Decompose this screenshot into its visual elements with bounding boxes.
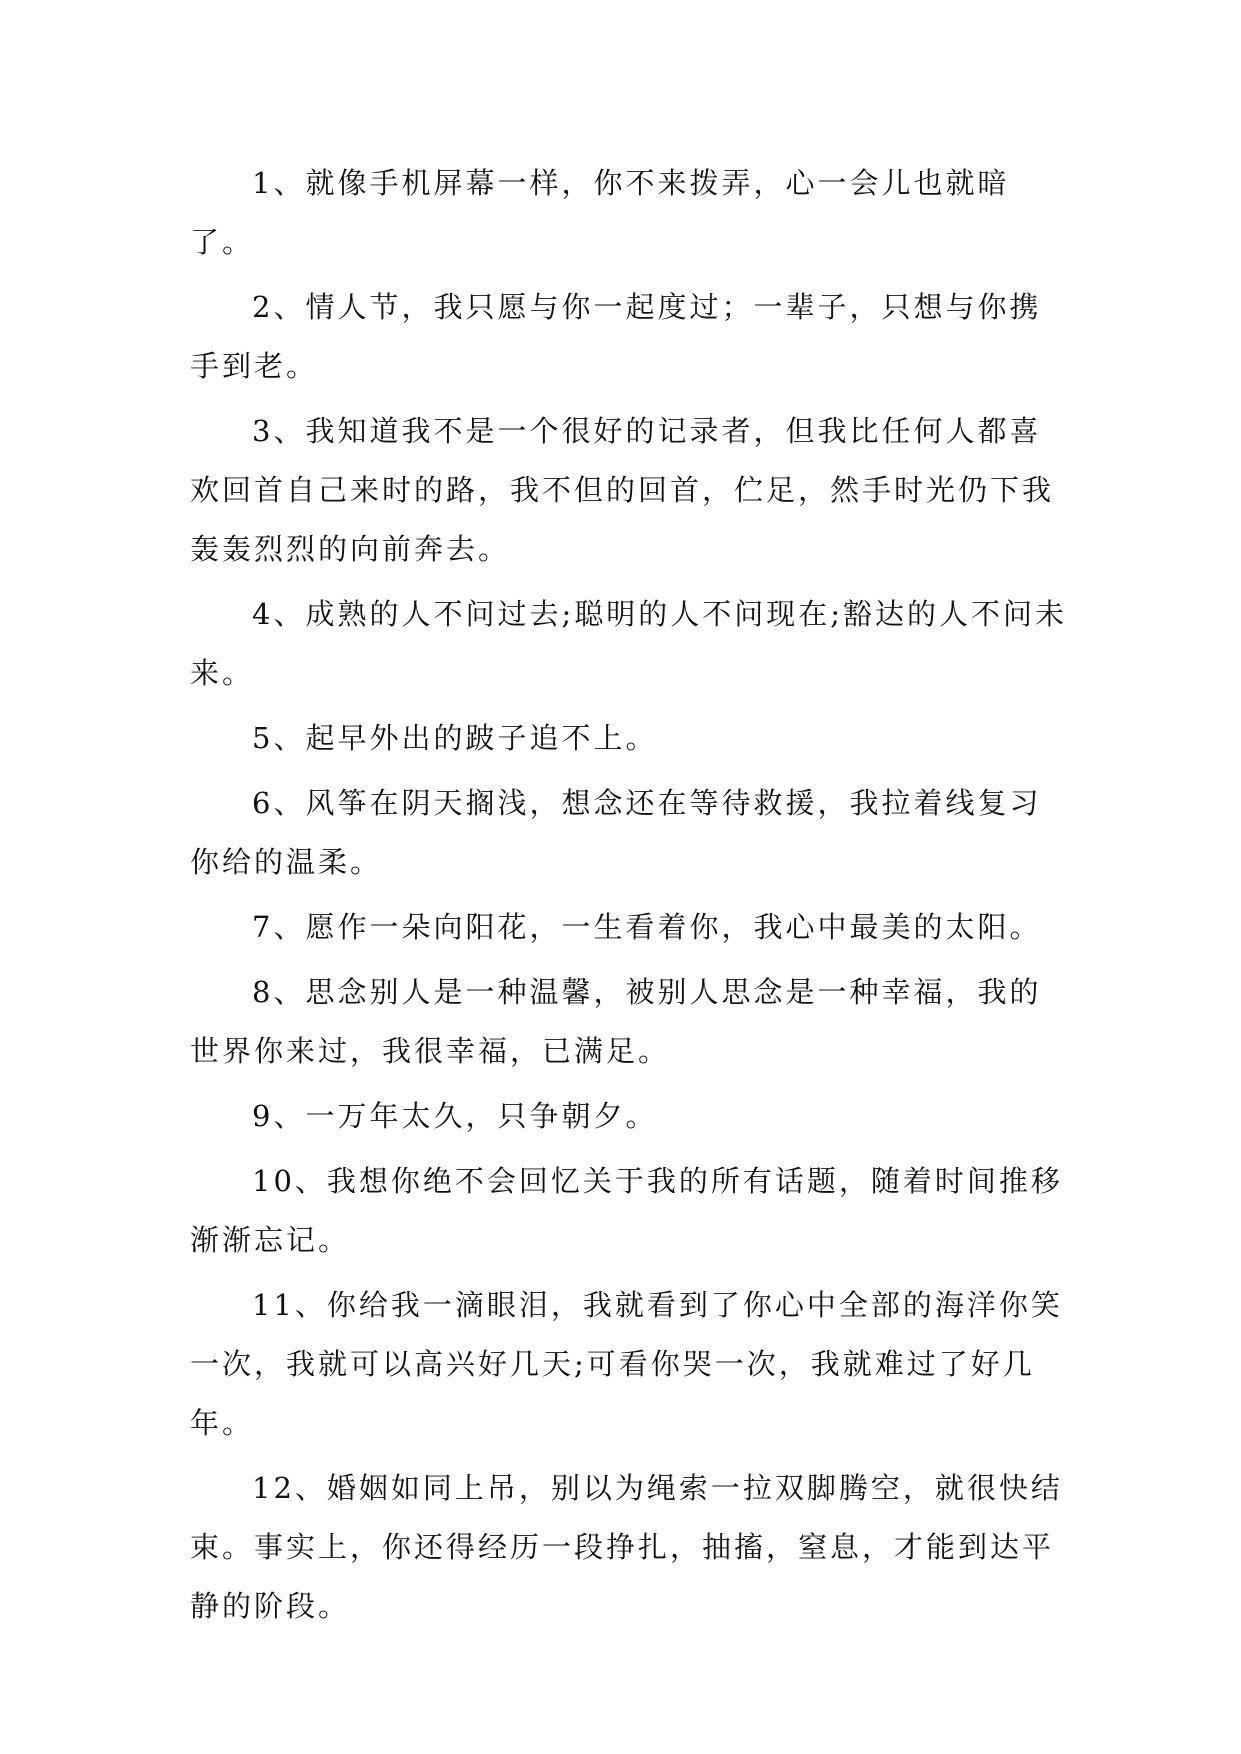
paragraph-6: 6、风筝在阴天搁浅，想念还在等待救援，我拉着线复习你给的温柔。: [190, 786, 1042, 879]
paragraph-4: 4、成熟的人不问过去;聪明的人不问现在;豁达的人不问未来。: [190, 597, 1067, 690]
paragraph-3: 3、我知道我不是一个很好的记录者，但我比任何人都喜欢回首自己来时的路，我不但的回首，伫足，然手时光仍下我轰轰烈烈的向前奔去。: [190, 414, 1055, 566]
paragraph-5: 5、起早外出的跛子追不上。: [252, 721, 658, 755]
paragraph-7: 7、愿作一朵向阳花，一生看着你，我心中最美的太阳。: [252, 910, 1042, 944]
paragraph-12: 12、婚姻如同上吊，别以为绳索一拉双脚腾空，就很快结束。事实上，你还得经历一段挣扎，抽搐，窒息，才能到达平静的阶段。: [190, 1471, 1063, 1623]
paragraph-1: 1、就像手机屏幕一样，你不来拨弄，心一会儿也就暗了。: [190, 166, 1010, 259]
paragraph-11: 11、你给我一滴眼泪，我就看到了你心中全部的海洋你笑一次，我就可以高兴好几天;可看你哭一次，我就难过了好几年。: [190, 1288, 1063, 1440]
paragraph-2: 2、情人节，我只愿与你一起度过；一辈子，只想与你携手到老。: [190, 290, 1042, 383]
paragraph-10: 10、我想你绝不会回忆关于我的所有话题，随着时间推移渐渐忘记。: [190, 1164, 1063, 1257]
document-body: [190, 154, 1070, 1642]
paragraph-9: 9、一万年太久，只争朝夕。: [252, 1099, 658, 1133]
paragraph-8: 8、思念别人是一种温馨，被别人思念是一种幸福，我的世界你来过，我很幸福，已满足。: [190, 975, 1042, 1068]
